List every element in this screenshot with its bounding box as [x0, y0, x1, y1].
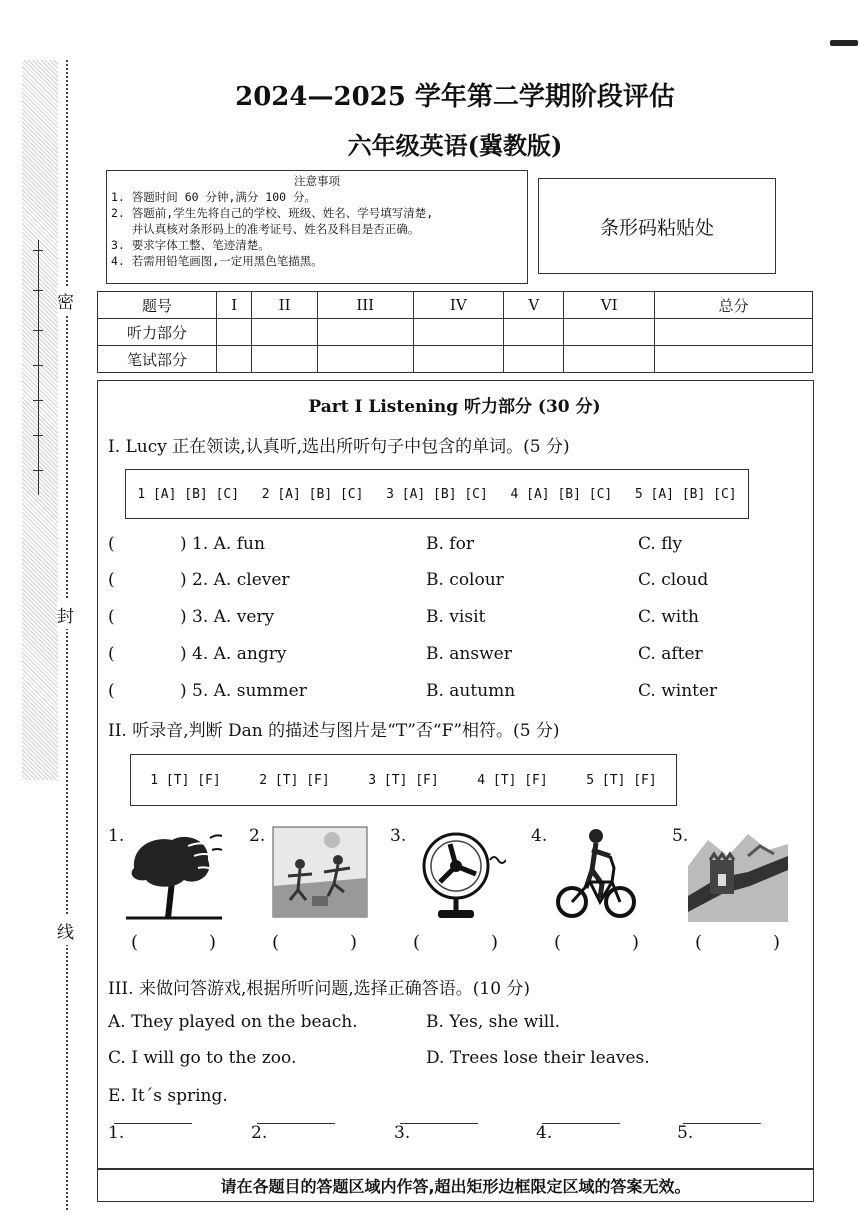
score-table [97, 291, 813, 373]
score-header: IV [413, 292, 504, 319]
score-cell[interactable] [504, 319, 564, 346]
blank-number: 2. [251, 1123, 268, 1143]
side-word-xian: 线 [57, 916, 74, 945]
picture-answer-paren[interactable]: ( ) [554, 932, 639, 953]
answer-blank[interactable] [114, 1123, 192, 1124]
score-cell[interactable] [504, 346, 564, 373]
section1-answer-box [125, 469, 749, 519]
option-e: E. It´s spring. [108, 1086, 228, 1106]
score-cell[interactable] [317, 319, 413, 346]
answer-blank[interactable] [400, 1123, 478, 1124]
exam-subtitle: 六年级英语(冀教版) [347, 131, 563, 160]
picture-number: 2. [249, 826, 266, 846]
picture-answer-paren[interactable]: ( ) [272, 932, 357, 953]
answer-choice[interactable]: 3 [T] [F] [368, 772, 439, 788]
question-option-b: B. for [426, 534, 474, 554]
notice-line: 并认真核对条形码上的准考证号、姓名及科目是否正确。 [111, 222, 420, 236]
answer-choice[interactable]: 5 [T] [F] [586, 772, 657, 788]
windy-tree-icon [124, 826, 224, 922]
answer-paren-open[interactable]: ( [108, 644, 115, 664]
side-word-feng: 封 [57, 600, 74, 629]
blank-number: 3. [394, 1123, 411, 1143]
answer-choice[interactable]: 2 [A] [B] [C] [261, 486, 364, 502]
score-cell[interactable] [317, 346, 413, 373]
side-word-mi: 密 [57, 286, 74, 315]
answer-choice[interactable]: 5 [A] [B] [C] [634, 486, 737, 502]
notice-line: 3. 要求字体工整、笔迹清楚。 [111, 238, 270, 252]
barcode-area: 条形码粘贴处 [538, 178, 776, 274]
notice-box [106, 170, 528, 284]
picture-answer-paren[interactable]: ( ) [131, 932, 216, 953]
score-cell[interactable] [252, 346, 318, 373]
score-cell[interactable] [217, 346, 252, 373]
question-option-b: B. colour [426, 570, 504, 590]
answer-paren-open[interactable]: ( [108, 607, 115, 627]
section3-heading: III. 来做问答游戏,根据所听问题,选择正确答语。(10 分) [108, 979, 531, 999]
picture-number: 5. [672, 826, 689, 846]
great-wall-icon [688, 826, 788, 922]
seal-line [66, 60, 68, 1210]
answer-blank-row [108, 1123, 808, 1147]
question-option-b: B. autumn [426, 681, 516, 701]
blank-number: 5. [677, 1123, 694, 1143]
corner-mark [830, 40, 858, 46]
picture-number: 3. [390, 826, 407, 846]
question-option-a: ) 1. A. fun [180, 534, 265, 554]
score-cell[interactable] [413, 346, 504, 373]
option-a: A. They played on the beach. [108, 1012, 358, 1032]
answer-choice[interactable]: 4 [A] [B] [C] [510, 486, 613, 502]
answer-blank[interactable] [683, 1123, 761, 1124]
score-header: 总分 [654, 292, 812, 319]
score-cell[interactable] [252, 319, 318, 346]
boy-bike-icon [556, 826, 636, 922]
question-option-a: ) 5. A. summer [180, 681, 307, 701]
answer-choice[interactable]: 1 [T] [F] [150, 772, 221, 788]
notice-line: 1. 答题时间 60 分钟,满分 100 分。 [111, 190, 317, 204]
question-row [108, 681, 808, 705]
blank-number: 4. [536, 1123, 553, 1143]
score-header: 题号 [98, 292, 217, 319]
answer-paren-open[interactable]: ( [108, 534, 115, 554]
footer-notice: 请在各题目的答题区域内作答,超出矩形边框限定区域的答案无效。 [97, 1168, 814, 1202]
question-row [108, 570, 808, 594]
answer-blank[interactable] [542, 1123, 620, 1124]
blank-number: 1. [108, 1123, 125, 1143]
question-row [108, 607, 808, 631]
section2-heading: II. 听录音,判断 Dan 的描述与图片是“T”否“F”相符。(5 分) [108, 721, 560, 741]
question-option-a: ) 4. A. angry [180, 644, 287, 664]
section1-heading: I. Lucy 正在领读,认真听,选出所听句子中包含的单词。(5 分) [108, 437, 570, 457]
answer-choice[interactable]: 1 [A] [B] [C] [137, 486, 240, 502]
score-header: III [317, 292, 413, 319]
picture-number: 4. [531, 826, 548, 846]
question-option-c: C. winter [638, 681, 718, 701]
binding-ticks [38, 240, 49, 495]
score-cell[interactable] [654, 319, 812, 346]
answer-choice[interactable]: 2 [T] [F] [259, 772, 330, 788]
section2-answer-box [130, 754, 677, 806]
question-option-c: C. cloud [638, 570, 709, 590]
answer-paren-open[interactable]: ( [108, 681, 115, 701]
question-option-b: B. answer [426, 644, 512, 664]
option-d: D. Trees lose their leaves. [426, 1048, 650, 1068]
question-row [108, 644, 808, 668]
question-option-a: ) 3. A. very [180, 607, 275, 627]
score-cell[interactable] [413, 319, 504, 346]
answer-choice[interactable]: 3 [A] [B] [C] [386, 486, 488, 502]
picture-answer-paren[interactable]: ( ) [695, 932, 780, 953]
score-cell[interactable] [564, 346, 655, 373]
part1-title: Part I Listening 听力部分 (30 分) [308, 397, 601, 417]
answer-blank[interactable] [257, 1123, 335, 1124]
score-cell[interactable] [217, 319, 252, 346]
question-option-b: B. visit [426, 607, 486, 627]
exam-title: 2024—2025 学年第二学期阶段评估 [235, 82, 675, 112]
notice-line: 2. 答题前,学生先将自己的学校、班级、姓名、学号填写清楚, [111, 206, 434, 220]
score-header: VI [564, 292, 655, 319]
notice-heading: 注意事项 [294, 174, 340, 188]
question-option-c: C. after [638, 644, 703, 664]
question-row [108, 534, 808, 558]
score-header: II [252, 292, 318, 319]
score-cell[interactable] [564, 319, 655, 346]
picture-answer-paren[interactable]: ( ) [413, 932, 498, 953]
question-option-c: C. fly [638, 534, 683, 554]
answer-paren-open[interactable]: ( [108, 570, 115, 590]
beach-kids-icon [272, 826, 368, 918]
picture-number: 1. [108, 826, 125, 846]
option-c: C. I will go to the zoo. [108, 1048, 297, 1068]
score-cell[interactable] [654, 346, 812, 373]
question-option-c: C. with [638, 607, 699, 627]
answer-choice[interactable]: 4 [T] [F] [477, 772, 548, 788]
notice-line: 4. 若需用铅笔画图,一定用黑色笔描黑。 [111, 254, 323, 268]
score-header: I [217, 292, 252, 319]
score-row-label: 听力部分 [98, 319, 217, 346]
score-header: V [504, 292, 564, 319]
question-option-a: ) 2. A. clever [180, 570, 290, 590]
fan-icon [420, 826, 506, 922]
score-row-label: 笔试部分 [98, 346, 217, 373]
option-b: B. Yes, she will. [426, 1012, 561, 1032]
